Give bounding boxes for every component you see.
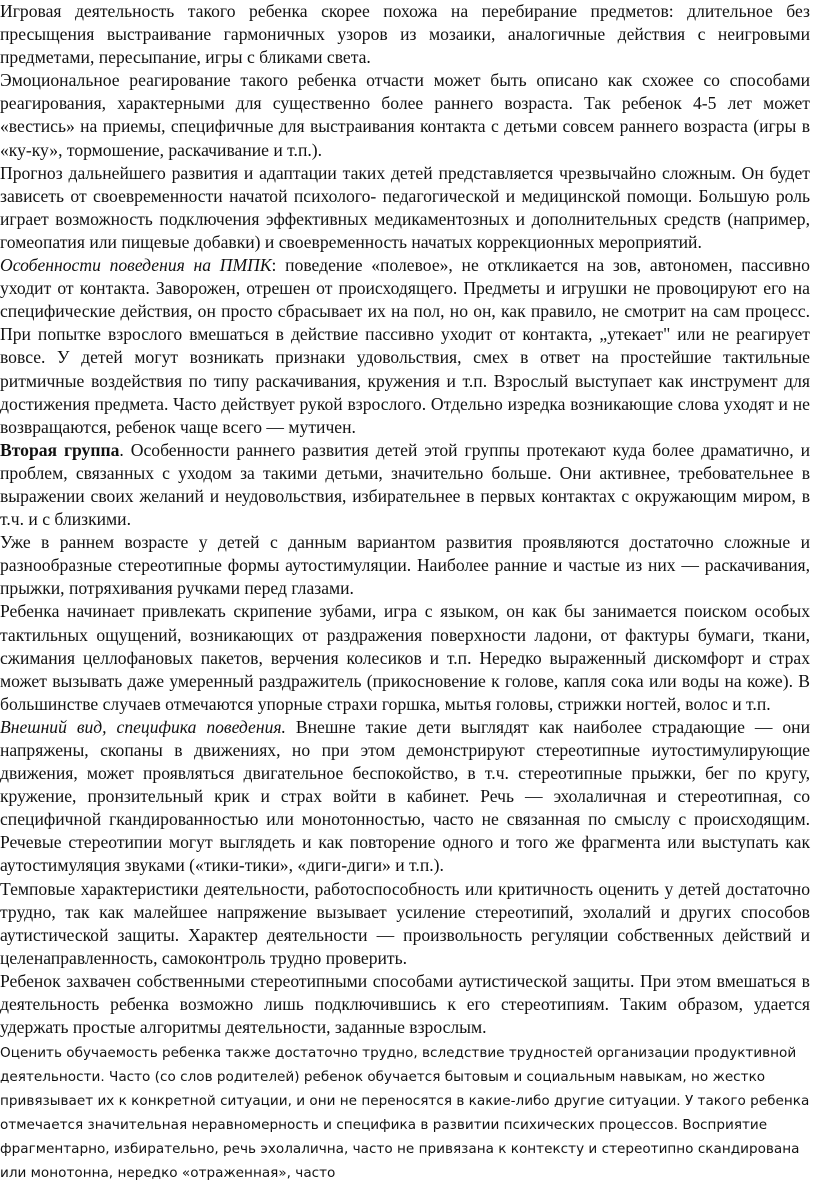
paragraph-lead-italic: Особенности поведения на ПМПК [0,255,272,276]
paragraph-text: Темповые характеристики деятельности, работоспособность или критичность оценить у детей достаточно трудно, так как малейшее напряжение вызывает усиление стереотипий, эхолалий и других способов аутистической защиты. Характер деятельности — произвольность регуляции собственных действий и целенаправленность, самоконтроль трудно проверить. [0,878,810,968]
paragraph-text: Ребенка начинает привлекать скрипение зубами, игра с языком, он как бы занимается поиском особых тактильных ощущений, возникающих от раздражения поверхности ладони, от фактуры бумаги, ткани, сжимания целлофановых пакетов, верчения колесиков и т.п. Нередко выраженный дискомфорт и страх может вызывать даже умеренный раздражитель (прикосновение к голове, капля сока или воды на коже). В большинстве случаев отмечаются упорные страхи горшка, мытья головы, стрижки ногтей, волос и т.п. [0,601,810,714]
paragraph-stereotypes [0,970,810,1039]
paragraph-text: Оценить обучаемость ребенка также достаточно трудно, вследствие трудностей организации продуктивной деятельности. Часто (со слов родителей) ребенок обучается бытовым и социальным навыкам, но жестко привязывает их к конкретной ситуации, и они не переносятся в какие-либо другие ситуации. У такого ребенка отмечается значительная неравномерность и специфика в развитии психических процессов. Восприятие фрагментарно, избирательно, речь эхолалична, часто не привязана к контексту и стереотипно скандирована или монотонна, нередко «отраженная», часто [0,1045,810,1182]
paragraph-lead-bold: Вторая группа [0,439,120,460]
paragraph-second-group [0,439,810,531]
paragraph-autostimulation [0,531,810,600]
paragraph-tactile [0,600,810,715]
paragraph-tempo [0,878,810,970]
paragraph-appearance [0,716,810,878]
paragraph-text: Эмоциональное реагирование такого ребенка отчасти может быть описано как схожее со способами реагирования, характерными для существенно более раннего возраста. Так ребенок 4-5 лет может «вестись» на приемы, специфичные для выстраивания контакта с детьми совсем раннего возраста (игры в «ку-ку», тормошение, раскачивание и т.п.). [0,70,810,160]
paragraph-learning [0,1041,810,1185]
paragraph-text: Внешне такие дети выглядят как наиболее страдающие — они напряжены, скопаны в движениях, но при этом демонстрируют стереотипные иутостимулирующие движения, может проявляться двигательное беспокойство, в т.ч. стереотипные прыжки, бег по кругу, кружение, пронзительный крик и страх войти в кабинет. Речь — эхолаличная и стереотипная, со специфичной гкандированностью или монотонностью, часто не связанная по смыслу с происходящим. Речевые стереотипии могут выглядеть и как повторение одного и того же фрагмента или выступать как аутостимуляция звуками («тики-тики», «диги-диги» и т.п.). [0,716,810,876]
paragraph-text: : поведение «полевое», не откликается на зов, автономен, пассивно уходит от контакта. Заворожен, отрешен от происходящего. Предметы и игрушки не провоцируют его на специфические действия, он просто сбрасывает их на пол, но он, как правило, не смотрит на сам процесс. При попытке взрослого вмешаться в действие пассивно уходит от контакта, „утекает" или не реагирует вовсе. У детей могут возникать признаки удовольствия, смех в ответ на простейшие тактильные ритмичные воздействия по типу раскачивания, кружения и т.п. Взрослый выступает как инструмент для достижения предмета. Часто действует рукой взрослого. Отдельно изредка возникающие слова уходят и не возвращаются, ребенок чаще всего — мутичен. [0,255,810,437]
paragraph-text: Ребенок захвачен собственными стереотипными способами аутистической защиты. При этом вмешаться в деятельность ребенка возможно лишь подключившись к его стереотипиям. Таким образом, удается удержать простые алгоритмы деятельности, заданные взрослым. [0,970,810,1038]
paragraph-text: Игровая деятельность такого ребенка скорее похожа на перебирание предметов: длительное без пресыщения выстраивание гармоничных узоров из мозаики, аналогичные действия с неигровыми предметами, пересыпание, игры с бликами света. [0,1,810,68]
paragraph-play-activity [0,0,810,69]
paragraph-prognosis [0,162,810,254]
paragraph-text: Уже в раннем возрасте у детей с данным вариантом развития проявляются достаточно сложные и разнообразные стереотипные формы аутостимуляции. Наиболее ранние и частые из них — раскачивания, прыжки, потряхивания ручками перед глазами. [0,532,810,599]
paragraph-lead-italic: Внешний вид, специфика поведения. [0,716,286,737]
paragraph-text: Прогноз дальнейшего развития и адаптации таких детей представляется чрезвычайно сложным. Он будет зависеть от своевременности начатой психолого- педагогической и медицинской помощи. Большую роль играет возможность подключения эффективных медикаментозных и дополнительных средств (например, гомеопатия или пищевые добавки) и своевременность начатых коррекционных мероприятий. [0,162,810,252]
paragraph-behavior-pmpk [0,254,810,439]
paragraph-emotional-response [0,69,810,161]
paragraph-text: . Особенности раннего развития детей этой группы протекают куда более драматично, и проблем, связанных с уходом за такими детьми, значительно больше. Они активнее, требовательнее в выражении своих желаний и неудовольствия, избирательнее в первых контактах с окружающим миром, в т.ч. и с близкими. [0,439,810,530]
